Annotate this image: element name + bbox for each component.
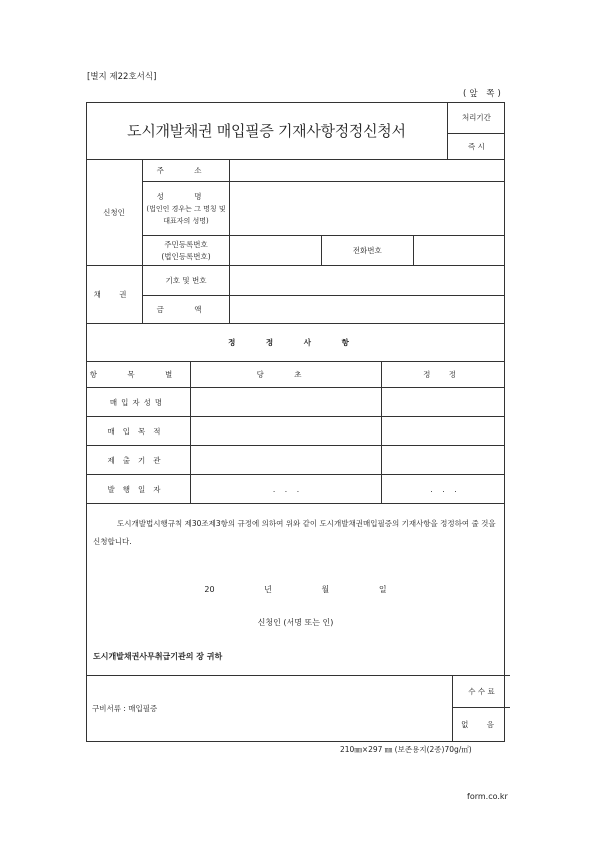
row-label: 매입자성명 — [86, 388, 191, 417]
row-corrected-value[interactable]: . . . — [382, 475, 506, 504]
fee-label: 수 수 료 — [453, 676, 511, 708]
table-row — [86, 446, 505, 475]
row-label: 발행일자 — [86, 475, 191, 504]
side-note: (앞 쪽) — [463, 89, 504, 99]
correction-section-title: 정 정 사 항 — [86, 324, 505, 362]
phone-label: 전화번호 — [321, 236, 413, 266]
processing-period-label: 처리기간 — [447, 102, 505, 133]
row-corrected-value[interactable] — [382, 417, 506, 446]
row-original-value[interactable] — [191, 446, 382, 475]
table-row — [86, 388, 505, 417]
phone-value[interactable] — [413, 236, 505, 266]
date-line: 20 년 월 일 — [204, 585, 387, 594]
id-label: 주민등록번호 — [164, 239, 208, 249]
fee-value: 없 음 — [453, 708, 511, 742]
name-value[interactable] — [230, 182, 506, 236]
bond-table — [86, 265, 505, 324]
id-value[interactable] — [230, 236, 322, 266]
row-corrected-value[interactable] — [382, 388, 506, 417]
form-number: [별지 제22호서식] — [87, 72, 157, 82]
col-corrected-header: 정 정 — [382, 362, 506, 388]
form-title: 도시개발채권 매입필증 기재사항정정신청서 — [86, 102, 447, 159]
attachment-documents: 구비서류 : 매입필증 — [86, 676, 453, 742]
col-original-header: 당 초 — [191, 362, 382, 388]
bond-amount-label: 금 액 — [143, 296, 230, 324]
paper-size-note: 210㎜×297 ㎜ (보존용지(2종)70g/㎡) — [340, 745, 472, 754]
form-container — [86, 102, 505, 742]
name-note: (법인인 경우는 그 명칭 및 대표자의 성명) — [146, 204, 226, 225]
row-original-value[interactable] — [191, 388, 382, 417]
attachments-table — [86, 675, 510, 742]
name-label: 성 명 — [156, 191, 216, 201]
bond-code-label: 기호 및 번호 — [143, 266, 230, 296]
site-watermark[interactable]: form.co.kr — [467, 792, 508, 801]
title-table — [86, 102, 505, 160]
addressee: 도시개발채권사무취급기관의 장 귀하 — [93, 652, 223, 661]
correction-table — [86, 361, 505, 504]
id-note: (법인등록번호) — [161, 251, 211, 261]
row-corrected-value[interactable] — [382, 446, 506, 475]
table-row — [86, 475, 505, 504]
row-original-value[interactable] — [191, 417, 382, 446]
processing-period-value: 즉 시 — [447, 133, 505, 159]
bond-amount-value[interactable] — [230, 296, 506, 324]
applicant-section-label: 신청인 — [86, 160, 143, 266]
table-row — [86, 417, 505, 446]
id-label-cell — [143, 236, 230, 266]
correction-title-table — [86, 323, 505, 362]
address-label: 주 소 — [143, 160, 230, 182]
name-label-cell — [143, 182, 230, 236]
col-item-header: 항 목 별 — [86, 362, 191, 388]
applicant-table — [86, 159, 505, 266]
signature-line: 신청인 (서명 또는 인) — [257, 618, 334, 627]
bond-section-label: 채 권 — [86, 266, 143, 324]
statement-text: 도시개발법시행규칙 제30조제3항의 규정에 의하여 위와 같이 도시개발채권매입필증의 기재사항을 정정하여 줄 것을 신청합니다. — [93, 519, 496, 546]
row-label: 제출기관 — [86, 446, 191, 475]
row-label: 매입목적 — [86, 417, 191, 446]
address-value[interactable] — [230, 160, 506, 182]
row-original-value[interactable]: . . . — [191, 475, 382, 504]
bond-code-value[interactable] — [230, 266, 506, 296]
